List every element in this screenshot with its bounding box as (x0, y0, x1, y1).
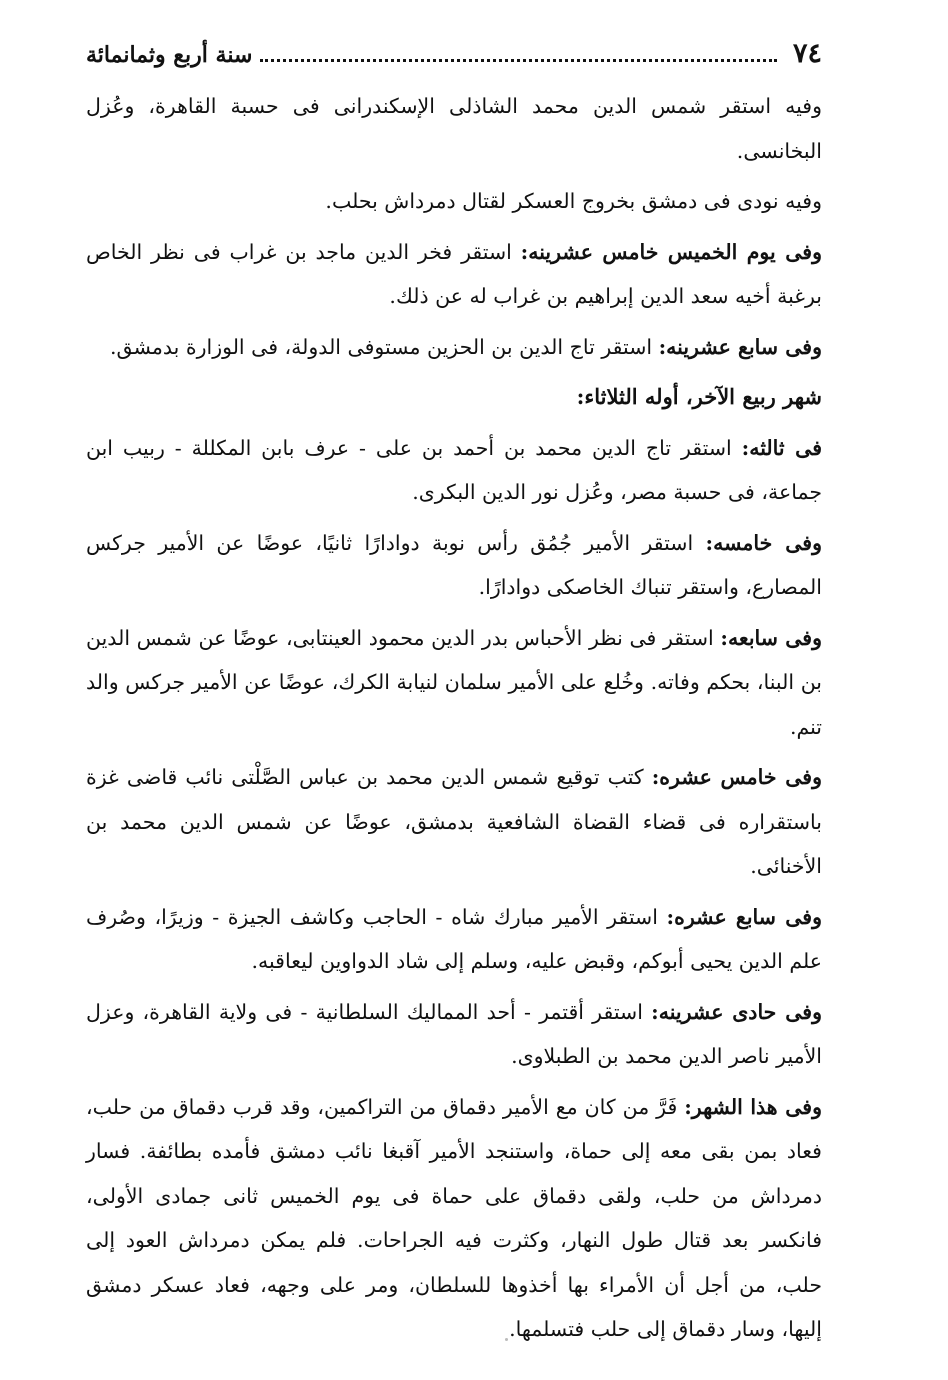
header-dot-leader (260, 58, 777, 62)
entry: وفى خامس عشره: كتب توقيع شمس الدين محمد بن عباس الصَّلْتى نائب قاضى غزة باستقراره فى قضاء القضاة الشافعية بدمشق، عوضًا عن شمس الدين محمد بن الأخنائى. (86, 765, 823, 878)
entry: وفى هذا الشهر: فَرَّ من كان مع الأمير دقماق من التراكمين، وقد قرب دقماق من حلب، فعاد بمن بقى معه إلى حماة، واستنجد الأمير آقبغا نائب دمشق فأمده بطائفة. فسار دمرداش من حلب، ولقى دقماق على حماة فى يوم الخميس ثانى جمادى الأولى، فانكسر بعد قتال طول النهار، وكثرت فيه الجراحات. فلم يمكن دمرداش العود إلى حلب، من أجل أن الأمراء بها أخذوها للسلطان، ومر على وجهه، فعاد عسكر دمشق إليها، وسار دقماق إلى حلب فتسلمها. (86, 1094, 822, 1341)
entry: وفى سابع عشره: استقر الأمير مبارك شاه - الحاجب وكاشف الجيزة - وزيرًا، وصُرف علم الدين يحيى أبوكم، وقبض عليه، وسلم إلى شاد الدواوين ليعاقبه. (86, 904, 822, 973)
paragraph: وفيه استقر شمس الدين محمد الشاذلى الإسكندرانى فى حسبة القاهرة، وعُزل البخانسى. (86, 94, 822, 163)
entry-lead: وفى يوم الخميس خامس عشرينه: (520, 239, 822, 264)
entry-lead: وفى هذا الشهر: (684, 1094, 822, 1119)
entry-lead: فى ثالثه: (741, 435, 822, 460)
month-heading: شهر ربيع الآخر، أوله الثلاثاء: (576, 384, 822, 409)
page-header (86, 38, 822, 84)
entry: وفى حادى عشرينه: استقر أقتمر - أحد المماليك السلطانية - فى ولاية القاهرة، وعزل الأمير ناصر الدين محمد بن الطبلاوى. (86, 999, 822, 1068)
entry-lead: وفى خامس عشره: (651, 765, 823, 789)
page-number: ٧٤ (792, 38, 822, 69)
paragraph: وفى سابع عشرينه: استقر تاج الدين بن الحزين مستوفى الدولة، فى الوزارة بدمشق. (110, 334, 822, 359)
paragraph: وفيه نودى فى دمشق بخروج العسكر لقتال دمرداش بحلب. (325, 189, 822, 213)
entry-lead: وفى سابعه: (720, 625, 822, 650)
entry: فى ثالثه: استقر تاج الدين محمد بن أحمد بن على - عرف بابن المكللة - ربيب ابن جماعة، فى حسبة مصر، وعُزل نور الدين البكرى. (86, 435, 822, 504)
scan-speck (505, 1338, 508, 1341)
entry-lead: وفى سابع عشرينه: (658, 334, 822, 359)
running-title: سنة أربع وثمانمائة (86, 42, 253, 68)
paragraph: وفى يوم الخميس خامس عشرينه: استقر فخر الدين ماجد بن غراب فى نظر الخاص برغبة أخيه سعد الدين إبراهيم بن غراب له عن ذلك. (86, 239, 822, 308)
page (86, 38, 822, 1358)
entry: وفى سابعه: استقر فى نظر الأحباس بدر الدين محمود العينتابى، عوضًا عن شمس الدين بن البنا، بحكم وفاته. وخُلع على الأمير سلمان لنيابة الكرك، عوضًا عن الأمير جركس والد تنم. (86, 625, 822, 739)
entry-lead: وفى سابع عشره: (666, 904, 822, 929)
entry-lead: وفى خامسه: (705, 530, 823, 555)
entry-lead: وفى حادى عشرينه: (651, 999, 822, 1024)
entry: وفى خامسه: استقر الأمير جُمُق رأس نوبة دوادارًا ثانيًا، عوضًا عن الأمير جركس المصارع، واستقر تنباك الخاصكى دوادارًا. (86, 530, 823, 599)
